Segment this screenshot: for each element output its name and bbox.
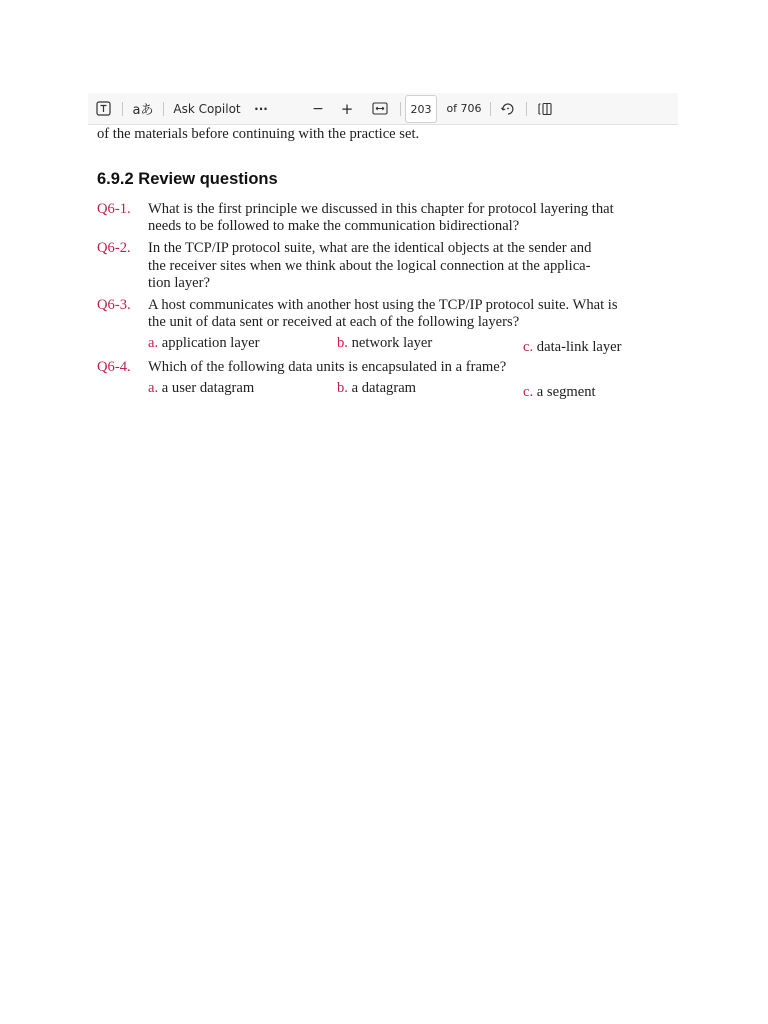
page-view-icon-svg xyxy=(537,102,553,116)
option-letter: c. xyxy=(523,339,534,355)
pdf-toolbar xyxy=(88,93,678,125)
option-text: data-link layer xyxy=(536,339,622,355)
more-options-button[interactable]: ··· xyxy=(254,101,268,116)
question-text-line: needs to be followed to make the communication bidirectional? xyxy=(148,218,520,234)
answer-option xyxy=(148,380,254,397)
question-text-line: A host communicates with another host using the TCP/IP protocol suite. What is xyxy=(148,297,618,313)
question-number: Q6-4. xyxy=(97,359,131,375)
toolbar-divider xyxy=(526,102,527,116)
question-number: Q6-1. xyxy=(97,201,131,217)
option-text: a user datagram xyxy=(161,380,255,396)
option-text: a segment xyxy=(536,384,596,400)
toolbar-divider xyxy=(122,102,123,116)
answer-option xyxy=(337,380,416,397)
rotate-icon-svg xyxy=(500,101,515,116)
option-letter: a. xyxy=(148,335,159,351)
answer-option xyxy=(523,339,621,356)
ask-copilot-button[interactable]: Ask Copilot xyxy=(173,101,241,116)
option-letter: a. xyxy=(148,380,159,396)
fit-width-icon[interactable] xyxy=(371,93,389,124)
option-letter: b. xyxy=(337,380,348,396)
answer-option xyxy=(337,335,432,352)
fit-width-icon-svg xyxy=(372,102,388,115)
page-view-icon[interactable] xyxy=(536,93,554,124)
section-heading: 6.9.2 Review questions xyxy=(97,170,278,188)
question-text-line: In the TCP/IP protocol suite, what are the identical objects at the sender and xyxy=(148,240,592,256)
question-text-line: the receiver sites when we think about the logical connection at the applica- xyxy=(148,258,591,274)
toolbar-divider xyxy=(490,102,491,116)
question-text-line: tion layer? xyxy=(148,275,210,291)
answer-option xyxy=(523,384,596,401)
page-number-input[interactable]: 203 xyxy=(405,95,437,123)
option-text: network layer xyxy=(351,335,433,351)
text-view-icon[interactable] xyxy=(94,93,112,124)
option-letter: b. xyxy=(337,335,348,351)
zoom-out-button[interactable]: − xyxy=(312,100,324,117)
option-text: application layer xyxy=(161,335,260,351)
option-text: a datagram xyxy=(351,380,417,396)
translate-button[interactable]: aあ xyxy=(132,103,154,118)
intro-line: of the materials before continuing with the practice set. xyxy=(97,126,420,142)
page-total-label: of 706 xyxy=(446,102,482,115)
toolbar-divider xyxy=(400,102,401,116)
question-text-line: What is the first principle we discussed in this chapter for protocol layering that xyxy=(148,201,614,217)
toolbar-divider xyxy=(163,102,164,116)
rotate-icon[interactable] xyxy=(498,93,516,124)
text-view-icon-svg xyxy=(96,101,111,116)
question-text-line: the unit of data sent or received at each of the following layers? xyxy=(148,314,520,330)
question-text-line: Which of the following data units is encapsulated in a frame? xyxy=(148,359,507,375)
zoom-in-button[interactable]: + xyxy=(340,99,354,118)
question-number: Q6-2. xyxy=(97,240,131,256)
answer-option xyxy=(148,335,259,352)
option-letter: c. xyxy=(523,384,534,400)
question-number: Q6-3. xyxy=(97,297,131,313)
